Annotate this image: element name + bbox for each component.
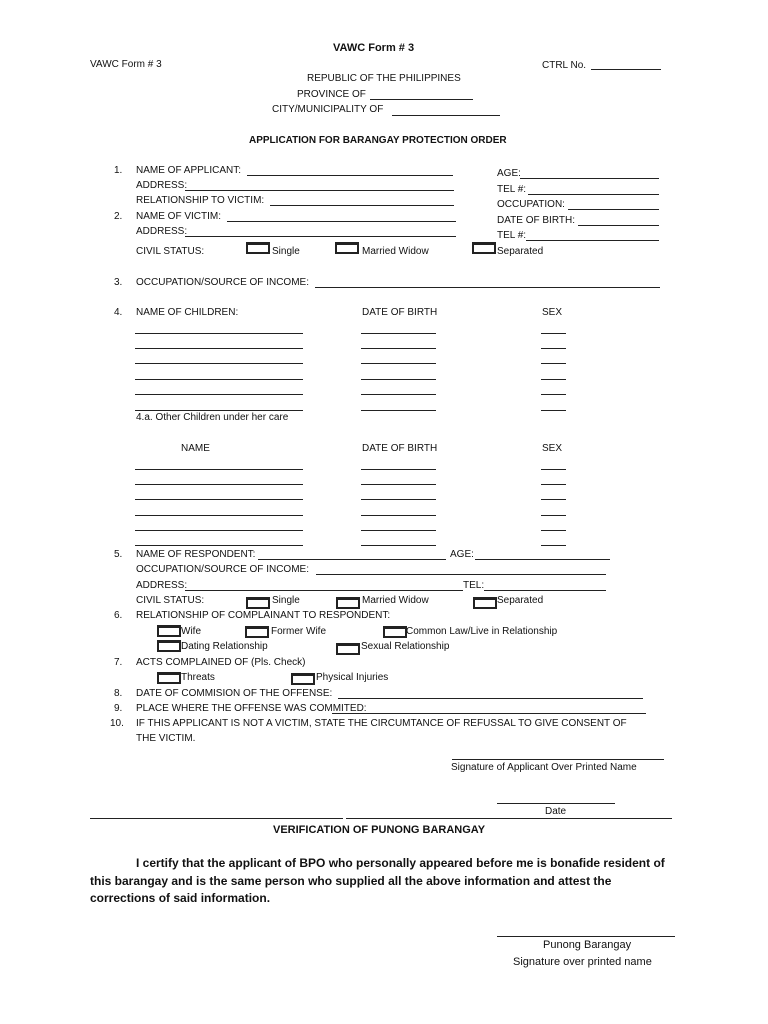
verification-text-line3: corrections of said information.: [90, 891, 271, 905]
item-number: 6.: [114, 610, 123, 621]
other-child-dob-field[interactable]: [361, 499, 436, 500]
form-title: VAWC Form # 3: [333, 42, 415, 54]
relationship-label: RELATIONSHIP TO VICTIM:: [136, 195, 265, 206]
threats-checkbox[interactable]: [157, 672, 181, 684]
occupation-income-field[interactable]: [315, 287, 660, 288]
dob-field[interactable]: [578, 225, 659, 226]
child-name-field[interactable]: [135, 333, 303, 334]
application-title: APPLICATION FOR BARANGAY PROTECTION ORDER: [249, 135, 507, 146]
date-commission-field[interactable]: [338, 698, 643, 699]
other-dob-header: DATE OF BIRTH: [362, 443, 438, 454]
child-name-field[interactable]: [135, 394, 303, 395]
children-name-header: NAME OF CHILDREN:: [136, 307, 239, 318]
respondent-address-field[interactable]: [185, 590, 463, 591]
punong-signature-field[interactable]: [497, 936, 675, 937]
item-number: 5.: [114, 549, 123, 560]
other-name-header: NAME: [181, 443, 210, 454]
item-number: 7.: [114, 657, 123, 668]
respondent-separated-checkbox[interactable]: [473, 597, 497, 609]
respondent-single-checkbox[interactable]: [246, 597, 270, 609]
ctrl-field[interactable]: [591, 69, 661, 70]
single-checkbox[interactable]: [246, 242, 270, 254]
married-widow-label: Married Widow: [362, 246, 429, 257]
child-sex-field[interactable]: [541, 363, 566, 364]
threats-label: Threats: [181, 672, 215, 683]
other-child-name-field[interactable]: [135, 515, 303, 516]
separated-checkbox[interactable]: [472, 242, 496, 254]
other-child-sex-field[interactable]: [541, 469, 566, 470]
applicant-signature-field[interactable]: [452, 759, 664, 760]
punong-barangay-label: Punong Barangay: [543, 939, 632, 951]
item-number: 2.: [114, 211, 123, 222]
separator-line-right: [346, 818, 672, 819]
age-field[interactable]: [520, 178, 659, 179]
other-child-dob-field[interactable]: [361, 545, 436, 546]
item-number: 8.: [114, 688, 123, 699]
child-dob-field[interactable]: [361, 379, 436, 380]
age-label: AGE:: [497, 168, 521, 179]
other-child-sex-field[interactable]: [541, 499, 566, 500]
separator-line-left: [90, 818, 343, 819]
respondent-age-field[interactable]: [475, 559, 610, 560]
date-field[interactable]: [497, 803, 615, 804]
other-children-label: 4.a. Other Children under her care: [136, 412, 289, 423]
date-label: Date: [545, 806, 567, 817]
single-label: Single: [272, 246, 300, 257]
applicant-address-field[interactable]: [185, 190, 454, 191]
respondent-age-label: AGE:: [450, 549, 474, 560]
child-dob-field[interactable]: [361, 410, 436, 411]
relationship-field[interactable]: [270, 205, 454, 206]
other-child-dob-field[interactable]: [361, 484, 436, 485]
respondent-occupation-label: OCCUPATION/SOURCE OF INCOME:: [136, 564, 309, 575]
punong-signature-label: Signature over printed name: [513, 956, 652, 968]
civil-status-label: CIVIL STATUS:: [136, 246, 205, 257]
acts-complained-label: ACTS COMPLAINED OF (Pls. Check): [136, 657, 306, 668]
former-wife-checkbox[interactable]: [245, 626, 269, 638]
physical-checkbox[interactable]: [291, 673, 315, 685]
child-sex-field[interactable]: [541, 333, 566, 334]
item-number: 1.: [114, 165, 123, 176]
child-sex-field[interactable]: [541, 379, 566, 380]
other-child-name-field[interactable]: [135, 545, 303, 546]
respondent-name-field[interactable]: [258, 559, 446, 560]
child-dob-field[interactable]: [361, 363, 436, 364]
children-sex-header: SEX: [542, 307, 563, 318]
wife-checkbox[interactable]: [157, 625, 181, 637]
child-sex-field[interactable]: [541, 394, 566, 395]
wife-label: Wife: [181, 626, 201, 637]
tel-field[interactable]: [528, 194, 659, 195]
child-dob-field[interactable]: [361, 333, 436, 334]
former-wife-label: Former Wife: [271, 626, 326, 637]
other-child-sex-field[interactable]: [541, 530, 566, 531]
child-sex-field[interactable]: [541, 410, 566, 411]
place-offense-field[interactable]: [332, 713, 646, 714]
item-number: 9.: [114, 703, 123, 714]
common-law-label: Common Law/Live in Relationship: [406, 626, 558, 637]
not-victim-line1: IF THIS APPLICANT IS NOT A VICTIM, STATE THE CIRCUMTANCE OF REFUSSAL TO GIVE CONSENT OF: [136, 718, 627, 729]
other-child-name-field[interactable]: [135, 469, 303, 470]
victim-name-label: NAME OF VICTIM:: [136, 211, 221, 222]
child-name-field[interactable]: [135, 410, 303, 411]
other-child-sex-field[interactable]: [541, 484, 566, 485]
province-label: PROVINCE OF: [297, 89, 366, 100]
respondent-married-checkbox[interactable]: [336, 597, 360, 609]
not-victim-line2: THE VICTIM.: [136, 733, 196, 744]
respondent-tel-field[interactable]: [484, 590, 606, 591]
respondent-single-label: Single: [272, 595, 300, 606]
city-label: CITY/MUNICIPALITY OF: [272, 104, 384, 115]
separated-label: Separated: [497, 246, 544, 257]
applicant-address-label: ADDRESS:: [136, 180, 188, 191]
child-name-field[interactable]: [135, 363, 303, 364]
occupation-field[interactable]: [568, 209, 659, 210]
other-child-sex-field[interactable]: [541, 515, 566, 516]
respondent-occupation-field[interactable]: [316, 574, 606, 575]
applicant-name-label: NAME OF APPLICANT:: [136, 165, 242, 176]
city-field[interactable]: [392, 115, 500, 116]
respondent-married-label: Married Widow: [362, 595, 429, 606]
dating-label: Dating Relationship: [181, 641, 268, 652]
applicant-signature-label: Signature of Applicant Over Printed Name: [451, 762, 637, 773]
child-name-field[interactable]: [135, 379, 303, 380]
other-child-name-field[interactable]: [135, 530, 303, 531]
applicant-name-field[interactable]: [247, 175, 453, 176]
place-offense-label: PLACE WHERE THE OFFENSE WAS COMMITED:: [136, 703, 367, 714]
other-child-sex-field[interactable]: [541, 545, 566, 546]
common-law-checkbox[interactable]: [383, 626, 407, 638]
date-commission-label: DATE OF COMMISION OF THE OFFENSE:: [136, 688, 333, 699]
other-child-name-field[interactable]: [135, 499, 303, 500]
tel-label: TEL #:: [497, 184, 527, 195]
victim-address-label: ADDRESS:: [136, 226, 188, 237]
occupation-label: OCCUPATION:: [497, 199, 565, 210]
child-sex-field[interactable]: [541, 348, 566, 349]
ctrl-label: CTRL No.: [542, 60, 587, 71]
item-number: 4.: [114, 307, 123, 318]
item-number: 3.: [114, 277, 123, 288]
form-label: VAWC Form # 3: [90, 59, 162, 70]
province-field[interactable]: [370, 99, 473, 100]
other-child-name-field[interactable]: [135, 484, 303, 485]
child-name-field[interactable]: [135, 348, 303, 349]
other-child-dob-field[interactable]: [361, 515, 436, 516]
respondent-address-label: ADDRESS:: [136, 580, 188, 591]
sexual-checkbox[interactable]: [336, 643, 360, 655]
child-dob-field[interactable]: [361, 394, 436, 395]
married-widow-checkbox[interactable]: [335, 242, 359, 254]
occupation-income-label: OCCUPATION/SOURCE OF INCOME:: [136, 277, 309, 288]
physical-label: Physical Injuries: [316, 672, 389, 683]
respondent-name-label: NAME OF RESPONDENT:: [136, 549, 256, 560]
other-child-dob-field[interactable]: [361, 469, 436, 470]
verification-text-line1: I certify that the applicant of BPO who personally appeared before me is bonafide resident of: [136, 856, 665, 870]
tel2-field[interactable]: [526, 240, 659, 241]
respondent-tel-label: TEL:: [463, 580, 485, 591]
dating-checkbox[interactable]: [157, 640, 181, 652]
victim-name-field[interactable]: [227, 221, 456, 222]
republic-label: REPUBLIC OF THE PHILIPPINES: [307, 73, 461, 84]
victim-address-field[interactable]: [185, 236, 456, 237]
sexual-label: Sexual Relationship: [361, 641, 450, 652]
child-dob-field[interactable]: [361, 348, 436, 349]
other-sex-header: SEX: [542, 443, 563, 454]
respondent-civil-status-label: CIVIL STATUS:: [136, 595, 205, 606]
verification-text-line2: this barangay and is the same person who supplied all the above information and attest the: [90, 874, 612, 888]
verification-title: VERIFICATION OF PUNONG BARANGAY: [273, 824, 486, 836]
other-child-dob-field[interactable]: [361, 530, 436, 531]
children-dob-header: DATE OF BIRTH: [362, 307, 438, 318]
respondent-separated-label: Separated: [497, 595, 544, 606]
tel2-label: TEL #:: [497, 230, 527, 241]
item-number: 10.: [110, 718, 124, 729]
relationship-complainant-label: RELATIONSHIP OF COMPLAINANT TO RESPONDENT:: [136, 610, 391, 621]
dob-label: DATE OF BIRTH:: [497, 215, 575, 226]
